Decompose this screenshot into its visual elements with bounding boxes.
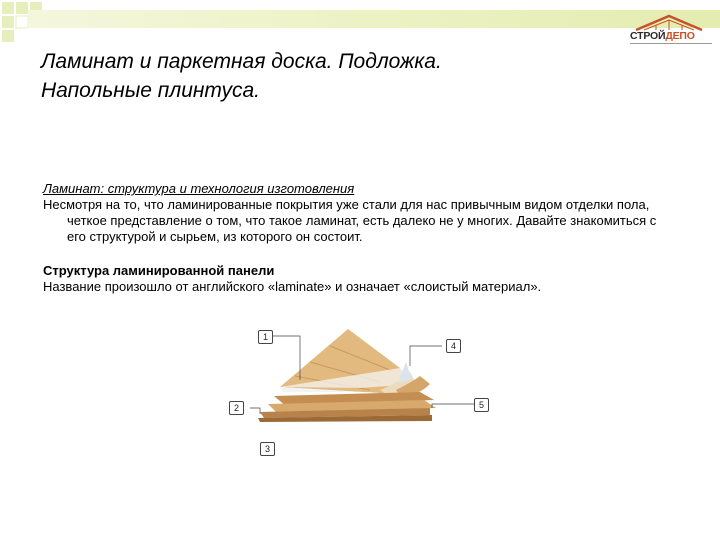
logo-wordmark [630,31,712,42]
logo-part1: СТРОЙ [630,30,666,42]
callout-2: 2 [229,401,244,415]
callout-3: 3 [260,442,275,456]
page-title [41,47,601,105]
logo-tagline-line [630,43,712,49]
callout-4: 4 [446,339,461,353]
title-line-2: Напольные плинтуса. [41,79,260,102]
section2-body: Название произошло от английского «laminate» и означает «слоистый материал». [43,279,542,294]
section1-body: Несмотря на то, что ламинированные покрытия уже стали для нас привычным видом отделки пола, четкое представление о том, что такое ламинат, есть далеко не у многих. Давайте знакомиться с его структурой и сырьем, из которого он состоит. [43,197,657,244]
title-line-1: Ламинат и паркетная доска. Подложка. [41,50,442,73]
callout-5: 5 [474,398,489,412]
section1-heading: Ламинат: структура и технология изготовления [43,181,355,196]
callout-1: 1 [258,330,273,344]
logo-part2: ДЕПО [665,30,695,42]
header-bar [28,10,720,28]
section2-heading: Структура ламинированной панели [43,263,275,278]
main-content [43,181,663,295]
